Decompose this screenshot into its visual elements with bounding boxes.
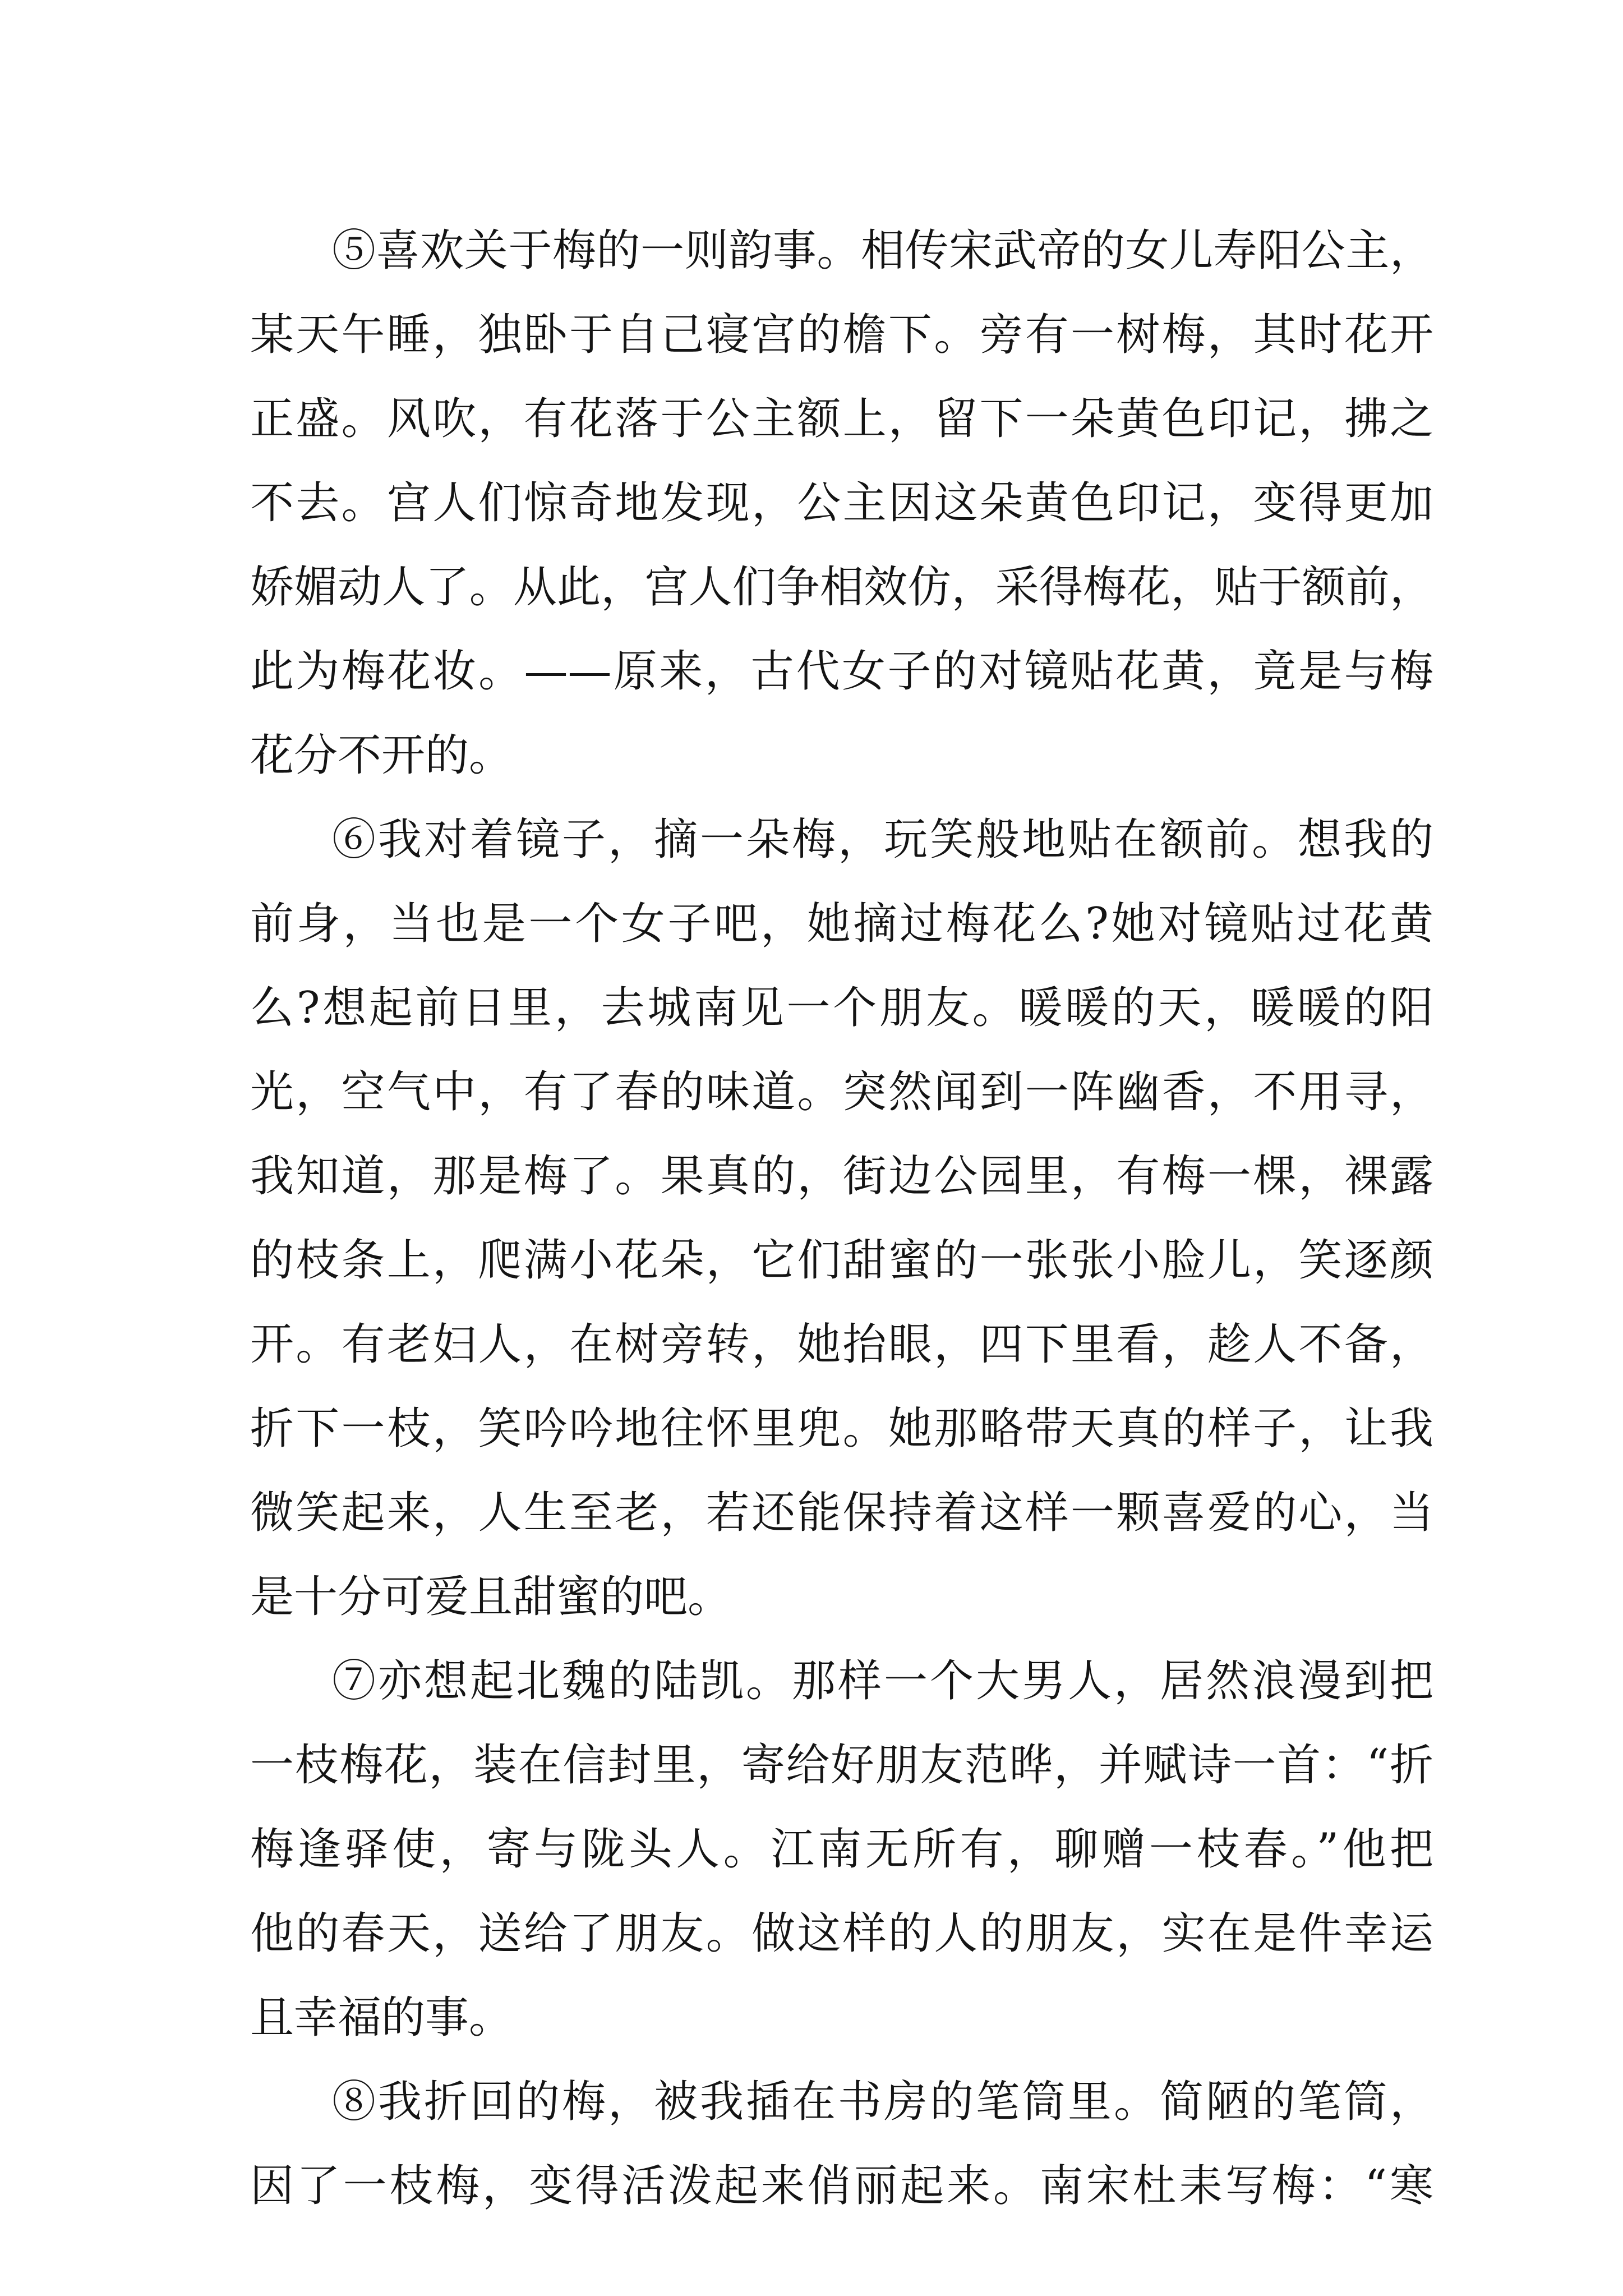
text-line: 某天午睡，独卧于自己寝宫的檐下。旁有一树梅，其时花开 [250, 310, 1433, 360]
paragraph-8 [250, 2060, 1433, 2228]
text-line: 正盛。风吹，有花落于公主额上，留下一朵黄色印记，拂之 [250, 394, 1433, 444]
text-line: 一枝梅花，装在信封里，寄给好朋友范晔，并赋诗一首：“折 [250, 1740, 1433, 1791]
paragraph-6 [250, 798, 1433, 1639]
text-line: 前身，当也是一个女子吧，她摘过梅花么?她对镜贴过花黄 [250, 899, 1433, 949]
text-line: 梅逢驿使，寄与陇头人。江南无所有，聊赠一枝春。”他把 [250, 1824, 1433, 1875]
text-line: 花分不开的。 [250, 730, 513, 781]
text-line: ⑦亦想起北魏的陆凯。那样一个大男人，居然浪漫到把 [332, 1656, 1433, 1706]
text-line: 微笑起来，人生至老，若还能保持着这样一颗喜爱的心，当 [250, 1488, 1433, 1538]
text-line: 不去。宫人们惊奇地发现，公主因这朵黄色印记，变得更加 [250, 478, 1433, 528]
text-line: 的枝条上，爬满小花朵，它们甜蜜的一张张小脸儿，笑逐颜 [250, 1235, 1433, 1286]
text-line: 我知道，那是梅了。果真的，街边公园里，有梅一棵，裸露 [250, 1151, 1433, 1202]
text-line: 折下一枝，笑吟吟地往怀里兜。她那略带天真的样子，让我 [250, 1404, 1433, 1454]
text-line: ⑥我对着镜子，摘一朵梅，玩笑般地贴在额前。想我的 [332, 815, 1433, 865]
text-line: 开。有老妇人，在树旁转，她抬眼，四下里看，趁人不备， [250, 1319, 1433, 1370]
text-line: 是十分可爱且甜蜜的吧。 [250, 1572, 732, 1622]
text-line: 么?想起前日里，去城南见一个朋友。暖暖的天，暖暖的阳 [250, 983, 1433, 1033]
text-line: 他的春天，送给了朋友。做这样的人的朋友，实在是件幸运 [250, 1908, 1433, 1959]
text-line: 因了一枝梅，变得活泼起来俏丽起来。南宋杜耒写梅：“寒 [250, 2161, 1433, 2211]
paragraph-7 [250, 1639, 1433, 2060]
paragraph-5 [250, 209, 1433, 798]
text-line: 且幸福的事。 [250, 1993, 513, 2043]
text-line: 娇媚动人了。从此，宫人们争相效仿，采得梅花，贴于额前， [250, 562, 1433, 613]
text-line: 光，空气中，有了春的味道。突然闻到一阵幽香，不用寻， [250, 1067, 1433, 1117]
text-line: ⑤喜欢关于梅的一则韵事。相传宋武帝的女儿寿阳公主， [332, 226, 1433, 276]
text-line: ⑧我折回的梅，被我插在书房的笔筒里。简陋的笔筒， [332, 2077, 1433, 2127]
article-text [250, 209, 1433, 2228]
text-line: 此为梅花妆。——原来，古代女子的对镜贴花黄，竟是与梅 [250, 646, 1433, 697]
